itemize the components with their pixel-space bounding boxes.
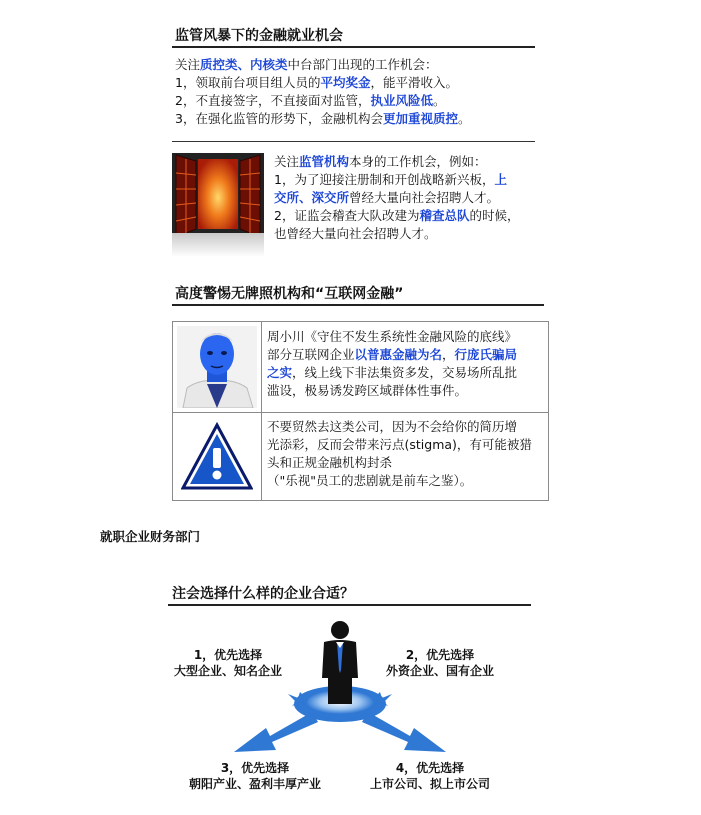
text-line: 2，不直接签字，不直接面对监管，执业风险低。 [175, 93, 446, 108]
text-line: 不要贸然去这类公司，因为不会给你的简历增 [267, 419, 518, 434]
text-line: 周小川《守住不发生系统性金融风险的底线》 [267, 329, 518, 344]
table-divider-vertical [261, 322, 262, 500]
section2-title: 高度警惕无牌照机构和“互联网金融” [175, 286, 404, 302]
option-number: 3，优先选择 [220, 761, 290, 775]
text-line: 也曾经大量向社会招聘人才。 [274, 226, 437, 241]
text-line: 交所、深交所曾经大量向社会招聘人才。 [274, 190, 500, 205]
divider [172, 304, 544, 306]
option-4 [360, 760, 500, 792]
text-line: 关注监管机构本身的工作机会，例如： [274, 154, 487, 169]
text-line: 1，为了迎接注册制和开创战略新兴板，上 [274, 172, 507, 187]
divider [168, 604, 531, 606]
table-row-1-text [267, 328, 517, 400]
door-image [172, 153, 264, 257]
option-number: 1，优先选择 [193, 648, 263, 662]
text-line: 之实，线上线下非法集资多发，交易场所乱批 [267, 365, 518, 380]
option-text: 上市公司、拟上市公司 [369, 777, 490, 791]
section1-block2 [274, 153, 520, 243]
divider [172, 141, 535, 142]
option-text: 朝阳产业、盈利丰厚产业 [188, 777, 321, 791]
option-1 [168, 647, 288, 679]
warning-icon [181, 422, 253, 492]
text-line: 2，证监会稽查大队改建为稽查总队的时候， [274, 208, 520, 223]
text-line: 滥设，极易诱发跨区域群体性事件。 [267, 383, 468, 398]
career-choice-graphic [220, 618, 460, 758]
option-2 [375, 647, 505, 679]
option-number: 4，优先选择 [395, 761, 465, 775]
section4-title: 注会选择什么样的企业合适？ [172, 586, 354, 602]
text-line: 光添彩，反而会带来污点(stigma)，有可能被猎 [267, 437, 532, 452]
table-divider-horizontal [173, 412, 548, 413]
section-label: 就职企业财务部门 [100, 529, 201, 544]
text-line: （"乐视"员工的悲剧就是前车之鉴）。 [267, 473, 473, 488]
option-text: 外资企业、国有企业 [385, 664, 494, 678]
text-line: 1，领取前台项目组人员的平均奖金，能平滑收入。 [175, 75, 458, 90]
section1-title: 监管风暴下的金融就业机会 [175, 28, 343, 44]
portrait-image [177, 326, 257, 408]
table-row-2-text [267, 418, 532, 490]
text-line: 部分互联网企业以普惠金融为名，行庞氏骗局 [267, 347, 518, 362]
section1-block1 [175, 56, 471, 128]
divider [172, 46, 535, 48]
warning-table [172, 321, 549, 501]
option-3 [180, 760, 330, 792]
text-line: 头和正规金融机构封杀 [267, 455, 393, 470]
option-number: 2，优先选择 [405, 648, 475, 662]
text-line: 关注质控类、内核类中台部门出现的工作机会： [175, 57, 438, 72]
text-line: 3，在强化监管的形势下，金融机构会更加重视质控。 [175, 111, 471, 126]
option-text: 大型企业、知名企业 [173, 664, 282, 678]
